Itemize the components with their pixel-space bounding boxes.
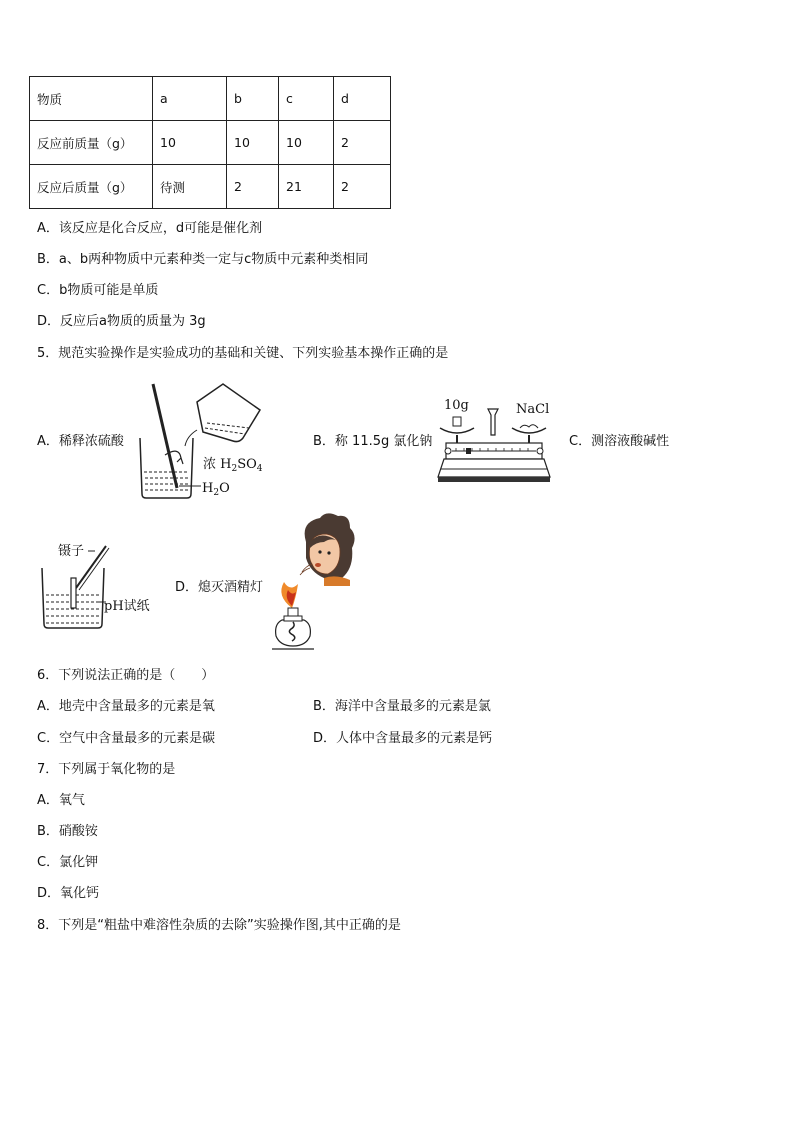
table-row bbox=[30, 165, 391, 209]
q5-stem: 5．规范实验操作是实验成功的基础和关键、下列实验基本操作正确的是 bbox=[37, 346, 449, 361]
table-cell: d bbox=[334, 77, 391, 121]
table-cell: 2 bbox=[334, 121, 391, 165]
q5-option-d: D．熄灭酒精灯 bbox=[175, 580, 264, 595]
table-cell: 反应前质量（g） bbox=[30, 121, 153, 165]
tweezers-label: 镊子 bbox=[58, 544, 85, 559]
q7-option-a: A．氧气 bbox=[37, 793, 85, 808]
q6-option-b: B．海洋中含量最多的元素是氯 bbox=[313, 699, 491, 714]
q4-option-a: A．该反应是化合反应，d可能是催化剂 bbox=[37, 221, 263, 236]
water-label: $H_2O$ bbox=[202, 481, 230, 498]
table-cell: b bbox=[227, 77, 279, 121]
q7-stem: 7．下列属于氧化物的是 bbox=[37, 762, 176, 777]
q5-option-b: B．称 11.5g 氯化钠 bbox=[313, 434, 433, 449]
q5-option-c: C．测溶液酸碱性 bbox=[569, 434, 670, 449]
balance-base bbox=[438, 459, 550, 477]
table-cell: a bbox=[153, 77, 227, 121]
q7-option-c: C．氯化钾 bbox=[37, 855, 99, 870]
table-cell: 21 bbox=[279, 165, 334, 209]
left-pan bbox=[440, 428, 474, 433]
q8-stem: 8．下列是“粗盐中难溶性杂质的去除”实验操作图,其中正确的是 bbox=[37, 918, 401, 933]
balance-figure bbox=[436, 395, 554, 487]
ph-paper bbox=[71, 578, 76, 608]
q4-option-c: C．b物质可能是单质 bbox=[37, 283, 159, 298]
ph-paper-label: pH试纸 bbox=[104, 599, 150, 614]
q7-option-b: B．硝酸铵 bbox=[37, 824, 98, 839]
table-row bbox=[30, 121, 391, 165]
acid-label: 浓 $H_2SO_4$ bbox=[203, 457, 263, 474]
dilute-acid-figure bbox=[135, 380, 270, 502]
q6-option-d: D．人体中含量最多的元素是钙 bbox=[313, 731, 493, 746]
q6-option-a: A．地壳中含量最多的元素是氧 bbox=[37, 699, 215, 714]
table-cell: 10 bbox=[279, 121, 334, 165]
salt-label: NaCl bbox=[516, 402, 550, 417]
table-cell: 反应后质量（g） bbox=[30, 165, 153, 209]
table-cell: 物质 bbox=[30, 77, 153, 121]
alcohol-lamp bbox=[276, 620, 311, 646]
alcohol-lamp-figure bbox=[270, 512, 362, 654]
q7-option-d: D．氧化钙 bbox=[37, 886, 100, 901]
q6-stem: 6．下列说法正确的是（ ） bbox=[37, 668, 215, 683]
q5-option-a: A．稀释浓硫酸 bbox=[37, 434, 124, 449]
table-cell: 2 bbox=[227, 165, 279, 209]
right-pan bbox=[512, 428, 546, 433]
table-header-row bbox=[30, 77, 391, 121]
mass-table bbox=[29, 76, 391, 209]
table-cell: 10 bbox=[227, 121, 279, 165]
q4-option-b: B．a、b两种物质中元素种类一定与c物质中元素种类相同 bbox=[37, 252, 369, 267]
large-beaker bbox=[197, 384, 260, 442]
table-cell: 2 bbox=[334, 165, 391, 209]
q6-option-c: C．空气中含量最多的元素是碳 bbox=[37, 731, 216, 746]
table-cell: c bbox=[279, 77, 334, 121]
person-illustration bbox=[300, 513, 355, 586]
table-cell: 10 bbox=[153, 121, 227, 165]
ph-test-figure bbox=[38, 540, 166, 632]
weight-label: 10g bbox=[444, 398, 469, 413]
table-cell: 待测 bbox=[153, 165, 227, 209]
q4-option-d: D．反应后a物质的质量为 3g bbox=[37, 314, 206, 329]
